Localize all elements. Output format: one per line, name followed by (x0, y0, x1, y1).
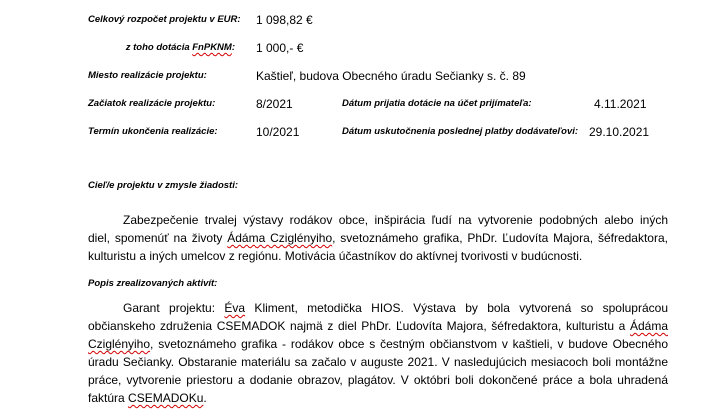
goals-paragraph (88, 211, 668, 265)
goals-line: Zabezpečenie trvalej výstavy rodákov obce, inšpirácia ľudí na vytvorenie podobných alebo iných (123, 213, 668, 227)
activities-line: faktúra CSEMADOKu. (88, 391, 207, 405)
place-label: Miesto realizácie projektu: (88, 70, 207, 81)
activities-line: Garant projektu: Éva Kliment, metodička HIOS. Výstava by bola vytvorená so spoluprácou (123, 301, 668, 315)
last-payment-label: Dátum uskutočnenia poslednej platby dodávateľovi: (342, 126, 579, 137)
budget-row (0, 12, 720, 28)
grant-label: z toho dotácia FnPKNM: (125, 42, 235, 53)
end-value: 10/2021 (256, 125, 300, 139)
activities-paragraph (88, 299, 668, 407)
budget-label: Celkový rozpočet projektu v EUR: (88, 14, 241, 25)
activities-line: práce, vytvorenie priestoru a dodanie obrazov, plagátov. V októbri boli dokončené práce a bola uhradená (88, 373, 668, 387)
activities-line: úradu Sečianky. Obstaranie materiálu sa začalo v auguste 2021. V nasledujúcich mesiacoch boli montážne (88, 355, 668, 369)
start-label: Začiatok realizácie projektu: (88, 98, 216, 109)
start-row (0, 96, 720, 112)
grant-received-value: 4.11.2021 (594, 97, 647, 111)
activities-line: Cziglényiho, svetoznámeho grafika - rodákov obce s čestným občianstvom v kaštieli, v budove Obecného (88, 337, 668, 351)
goals-line: diel, spomenúť na životy Ádáma Cziglényiho, svetoznámeho grafika, PhDr. Ľudovíta Majora, šéfredaktora, (88, 231, 668, 245)
place-value: Kaštieľ, budova Obecného úradu Sečianky s. č. 89 (256, 69, 526, 83)
end-row (0, 124, 720, 140)
goals-line: kulturistu a iných umelcov z regiónu. Motivácia účastníkov do aktívnej tvorivosti v budúcnosti. (88, 249, 583, 263)
end-label: Termín ukončenia realizácie: (88, 126, 218, 137)
last-payment-value: 29.10.2021 (589, 125, 650, 139)
start-value: 8/2021 (256, 97, 293, 111)
grant-value: 1 000,- € (256, 41, 304, 55)
activities-line: občianskeho združenia CSEMADOK najmä z diel PhDr. Ľudovíta Majora, šéfredaktora, kulturistu a Ádáma (88, 319, 668, 333)
grant-row (0, 40, 720, 56)
goals-heading: Cieľ/e projektu v zmysle žiadosti: (88, 180, 239, 191)
budget-value: 1 098,82 € (256, 13, 313, 27)
activities-heading: Popis zrealizovaných aktivít: (88, 278, 218, 289)
place-row (0, 68, 720, 84)
grant-received-label: Dátum prijatia dotácie na účet prijímateľa: (342, 98, 532, 109)
